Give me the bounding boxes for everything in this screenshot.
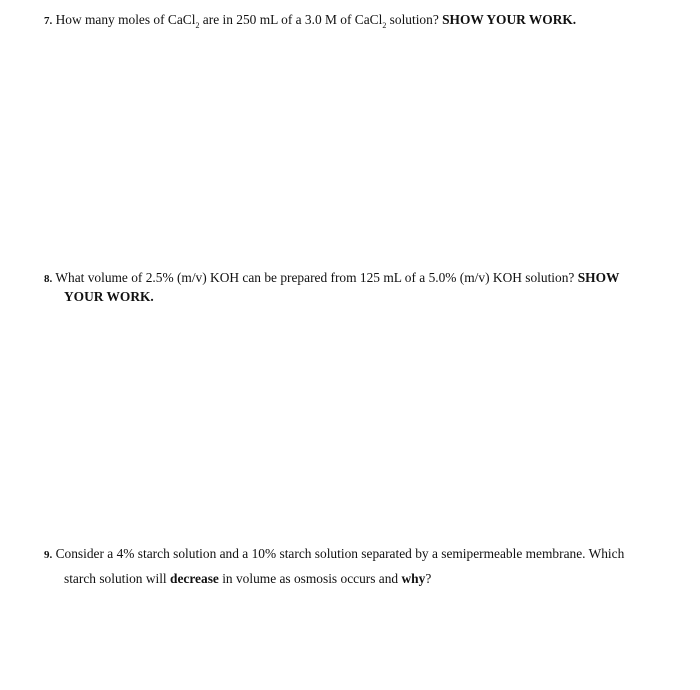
question-9-text-2a: starch solution will	[64, 571, 171, 586]
question-8-number: 8.	[44, 273, 53, 285]
question-8-line-1	[44, 269, 664, 288]
question-7-line	[44, 11, 664, 30]
question-9-emphasis-decrease: decrease	[170, 571, 219, 586]
question-8-instruction-1: SHOW	[577, 270, 620, 285]
question-7	[44, 11, 664, 30]
question-8-text: What volume of 2.5% (m/v) KOH can be prepared from 125 mL of a 5.0% (m/v) KOH solution?	[55, 270, 578, 285]
question-8-line-2	[44, 288, 664, 305]
question-9-line-2	[44, 567, 664, 591]
question-9-number: 9.	[44, 549, 53, 561]
question-8	[44, 269, 664, 305]
question-7-instruction: SHOW YOUR WORK.	[442, 12, 577, 27]
question-9-text-1: Consider a 4% starch solution and a 10% starch solution separated by a semipermeable membrane. Which	[55, 546, 625, 561]
question-7-subscript-b: 2	[382, 21, 387, 30]
question-7-text-b: are in 250 mL of a 3.0 M of CaCl	[199, 12, 383, 27]
question-7-subscript-a: 2	[195, 21, 200, 30]
question-9-text-2c: ?	[425, 571, 432, 586]
question-9-emphasis-why: why	[401, 571, 426, 586]
question-7-text-c: solution?	[386, 12, 443, 27]
question-9-text-2b: in volume as osmosis occurs and	[218, 571, 402, 586]
question-9-line-1	[44, 542, 664, 567]
question-9	[44, 542, 664, 591]
question-8-instruction-2: YOUR WORK.	[64, 289, 154, 304]
question-7-text-a: How many moles of CaCl	[55, 12, 196, 27]
question-7-number: 7.	[44, 15, 53, 27]
